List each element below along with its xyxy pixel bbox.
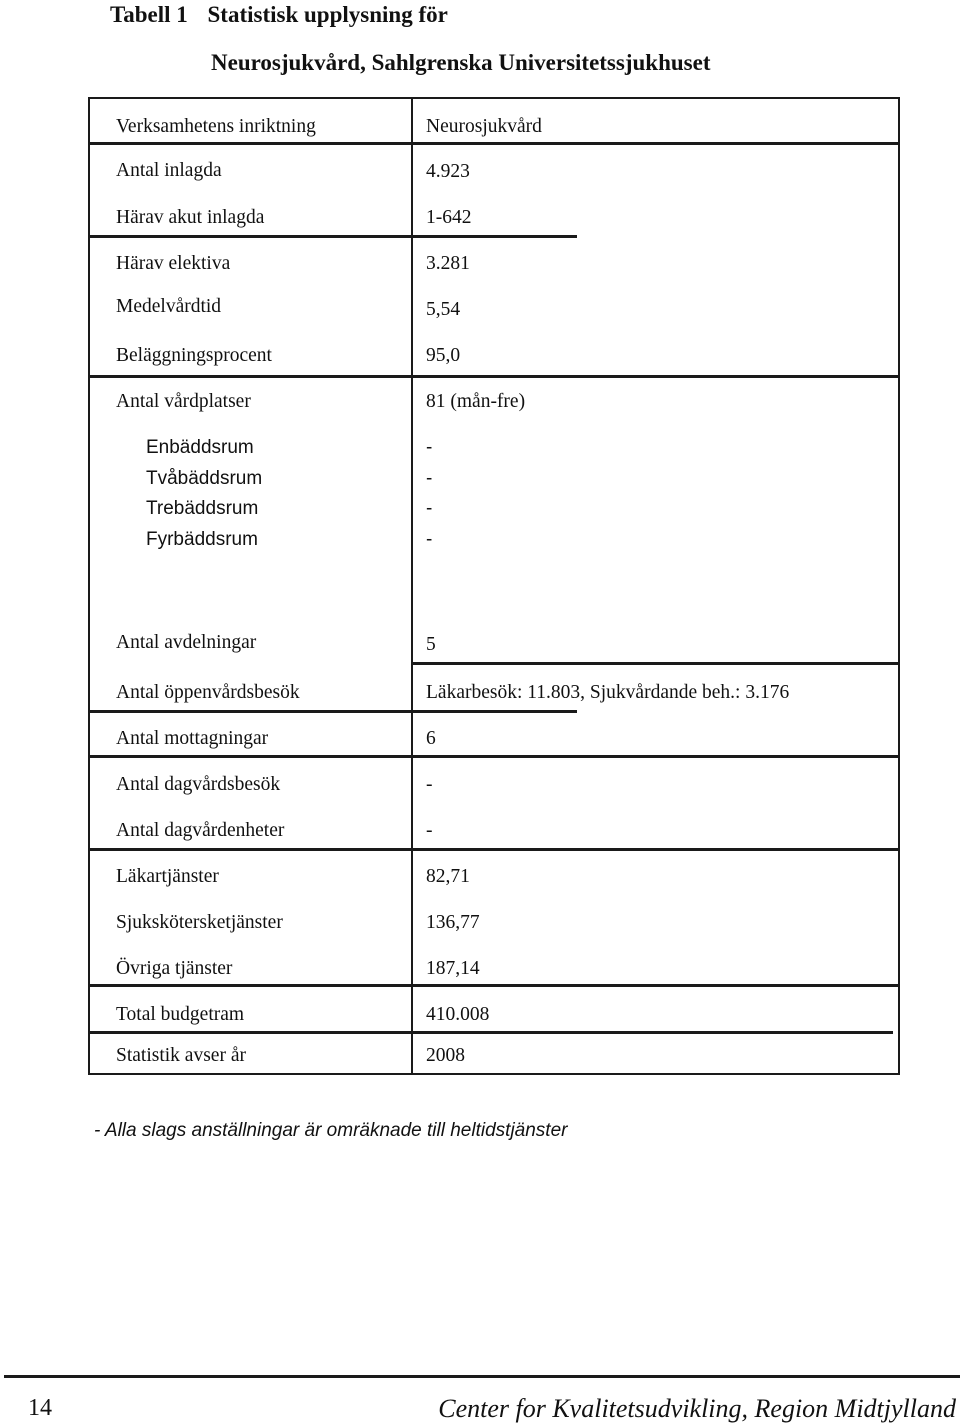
- table-title: [110, 2, 448, 28]
- row-label: Härav elektiva: [116, 253, 231, 274]
- room-label: Tvåbäddsrum: [146, 468, 263, 489]
- row-rule: [90, 142, 898, 145]
- row-rule: [90, 755, 898, 758]
- row-value: 3.281: [426, 253, 470, 274]
- row-label: Beläggningsprocent: [116, 345, 272, 366]
- row-value: -: [426, 774, 433, 795]
- row-value: 1-642: [426, 207, 472, 228]
- row-rule: [90, 1031, 893, 1034]
- row-value: 5: [426, 634, 436, 655]
- row-label: Läkartjänster: [116, 866, 219, 887]
- row-value: -: [426, 820, 433, 841]
- footer-organization: Center for Kvalitetsudvikling, Region Midtjylland: [438, 1394, 956, 1423]
- footer-rule: [4, 1375, 960, 1378]
- room-value: -: [426, 498, 433, 519]
- row-value: 187,14: [426, 958, 480, 979]
- row-label: Antal öppenvårdsbesök: [116, 682, 300, 703]
- row-value: 6: [426, 728, 436, 749]
- row-value: 82,71: [426, 866, 470, 887]
- column-divider: [411, 99, 413, 1073]
- row-label: Antal vårdplatser: [116, 391, 251, 412]
- row-label: Statistik avser år: [116, 1045, 246, 1066]
- row-label: Antal mottagningar: [116, 728, 269, 749]
- row-label: Sjukskötersketjänster: [116, 912, 283, 933]
- page-number: 14: [28, 1395, 52, 1421]
- row-value: 5,54: [426, 299, 461, 320]
- row-value: Neurosjukvård: [426, 116, 542, 137]
- row-value: Läkarbesök: 11.803, Sjukvårdande beh.: 3.176: [426, 682, 790, 703]
- room-value: -: [426, 437, 433, 458]
- row-value: 81 (mån-fre): [426, 391, 526, 412]
- row-rule: [90, 375, 898, 378]
- row-value: 95,0: [426, 345, 461, 366]
- row-value: 4.923: [426, 161, 470, 182]
- room-label: Enbäddsrum: [146, 437, 254, 458]
- row-label: Verksamhetens inriktning: [116, 116, 316, 137]
- table-title-line2: Neurosjukvård, Sahlgrenska Universitetssjukhuset: [211, 50, 711, 75]
- room-value: -: [426, 529, 433, 550]
- row-label: Övriga tjänster: [116, 958, 233, 979]
- row-label: Total budgetram: [116, 1004, 245, 1025]
- row-rule: [90, 235, 577, 238]
- row-value: 410.008: [426, 1004, 490, 1025]
- room-label: Trebäddsrum: [146, 498, 259, 519]
- row-value: 136,77: [426, 912, 480, 933]
- row-label: Antal dagvårdsbesök: [116, 774, 281, 795]
- row-label: Antal dagvårdenheter: [116, 820, 285, 841]
- row-label: Medelvårdtid: [116, 296, 222, 317]
- room-label: Fyrbäddsrum: [146, 529, 258, 550]
- row-label: Härav akut inlagda: [116, 207, 265, 228]
- table-title-line1: Statistisk upplysning för: [207, 2, 448, 27]
- statistics-table: [88, 97, 900, 1075]
- row-label: Antal inlagda: [116, 160, 222, 181]
- footnote: - Alla slags anställningar är omräknade till heltidstjänster: [94, 1120, 568, 1141]
- table-number: Tabell 1: [110, 2, 188, 27]
- row-rule: [413, 662, 898, 665]
- room-value: -: [426, 468, 433, 489]
- row-rule: [90, 710, 577, 713]
- row-value: 2008: [426, 1045, 465, 1066]
- row-rule: [90, 848, 898, 851]
- row-label: Antal avdelningar: [116, 632, 257, 653]
- row-rule: [90, 984, 898, 987]
